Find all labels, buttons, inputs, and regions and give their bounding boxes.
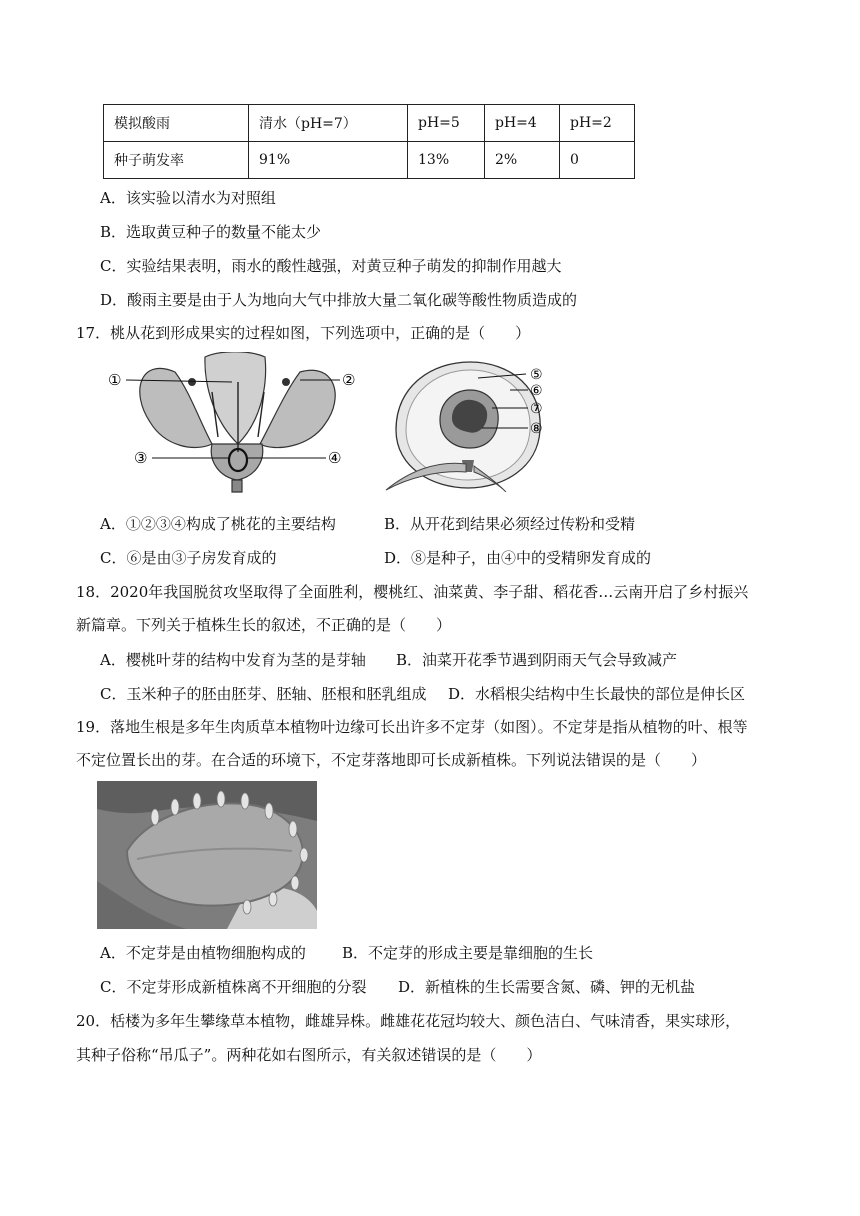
q17-stem: 17．桃从花到形成果实的过程如图，下列选项中，正确的是（ ） bbox=[76, 324, 531, 342]
label-7: ⑦ bbox=[530, 401, 543, 417]
table-cell: 模拟酸雨 bbox=[104, 105, 249, 142]
label-3: ③ bbox=[134, 449, 148, 467]
label-8: ⑧ bbox=[530, 421, 543, 437]
table-cell: pH=2 bbox=[560, 105, 635, 142]
table-cell: pH=5 bbox=[408, 105, 485, 142]
q18-option-d: D．水稻根尖结构中生长最快的部位是伸长区 bbox=[448, 685, 746, 703]
q19-stem-line2: 不定位置长出的芽。在合适的环境下，不定芽落地即可长成新植株。下列说法错误的是（ ） bbox=[76, 751, 707, 769]
label-6: ⑥ bbox=[530, 383, 543, 399]
q19-option-b: B．不定芽的形成主要是靠细胞的生长 bbox=[342, 944, 594, 962]
q16-option-b: B．选取黄豆种子的数量不能太少 bbox=[100, 223, 322, 241]
q16-option-a: A．该实验以清水为对照组 bbox=[100, 189, 276, 207]
acid-rain-table bbox=[103, 104, 635, 179]
label-5: ⑤ bbox=[530, 367, 543, 383]
q18-stem-line2: 新篇章。下列关于植株生长的叙述，不正确的是（ ） bbox=[76, 616, 452, 634]
peach-fruit-diagram bbox=[378, 360, 560, 492]
table-cell: 2% bbox=[485, 142, 560, 179]
table-cell: 清水（pH=7） bbox=[249, 105, 408, 142]
table-cell: 0 bbox=[560, 142, 635, 179]
q16-option-c: C．实验结果表明，雨水的酸性越强，对黄豆种子萌发的抑制作用越大 bbox=[100, 257, 562, 275]
table-cell: 91% bbox=[249, 142, 408, 179]
q17-option-c: C．⑥是由③子房发育成的 bbox=[100, 549, 277, 567]
q16-option-d: D．酸雨主要是由于人为地向大气中排放大量二氧化碳等酸性物质造成的 bbox=[100, 291, 578, 309]
q18-option-c: C．玉米种子的胚由胚芽、胚轴、胚根和胚乳组成 bbox=[100, 685, 427, 703]
q19-option-d: D．新植株的生长需要含氮、磷、钾的无机盐 bbox=[398, 978, 696, 996]
q17-option-b: B．从开花到结果必须经过传粉和受精 bbox=[384, 515, 636, 533]
label-2: ② bbox=[342, 371, 356, 389]
q18-stem-line1: 18．2020年我国脱贫攻坚取得了全面胜利，樱桃红、油菜黄、李子甜、稻花香…云南开启了乡村振兴 bbox=[76, 583, 749, 601]
q19-stem-line1: 19．落地生根是多年生肉质草本植物叶边缘可长出许多不定芽（如图）。不定芽是指从植物的叶、根等 bbox=[76, 718, 748, 736]
label-1: ① bbox=[108, 371, 122, 389]
kalanchoe-leaf-photo bbox=[97, 781, 317, 929]
table-row bbox=[104, 142, 635, 179]
q17-option-d: D．⑧是种子，由④中的受精卵发育成的 bbox=[384, 549, 652, 567]
table-cell: pH=4 bbox=[485, 105, 560, 142]
table-row bbox=[104, 105, 635, 142]
peach-flower-diagram bbox=[100, 352, 365, 494]
label-4: ④ bbox=[328, 449, 342, 467]
q18-option-a: A．樱桃叶芽的结构中发育为茎的是芽轴 bbox=[100, 651, 366, 669]
q20-stem-line2: 其种子俗称“吊瓜子”。两种花如右图所示，有关叙述错误的是（ ） bbox=[76, 1046, 542, 1064]
leaf-photo-drawing bbox=[97, 781, 317, 929]
q18-option-b: B．油菜开花季节遇到阴雨天气会导致减产 bbox=[396, 651, 678, 669]
q17-option-a: A．①②③④构成了桃花的主要结构 bbox=[100, 515, 336, 533]
q19-option-c: C．不定芽形成新植株离不开细胞的分裂 bbox=[100, 978, 367, 996]
q19-option-a: A．不定芽是由植物细胞构成的 bbox=[100, 944, 306, 962]
table-cell: 种子萌发率 bbox=[104, 142, 249, 179]
table-cell: 13% bbox=[408, 142, 485, 179]
q20-stem-line1: 20．栝楼为多年生攀缘草本植物，雌雄异株。雌雄花花冠均较大、颜色洁白、气味清香，果实球形， bbox=[76, 1012, 741, 1030]
